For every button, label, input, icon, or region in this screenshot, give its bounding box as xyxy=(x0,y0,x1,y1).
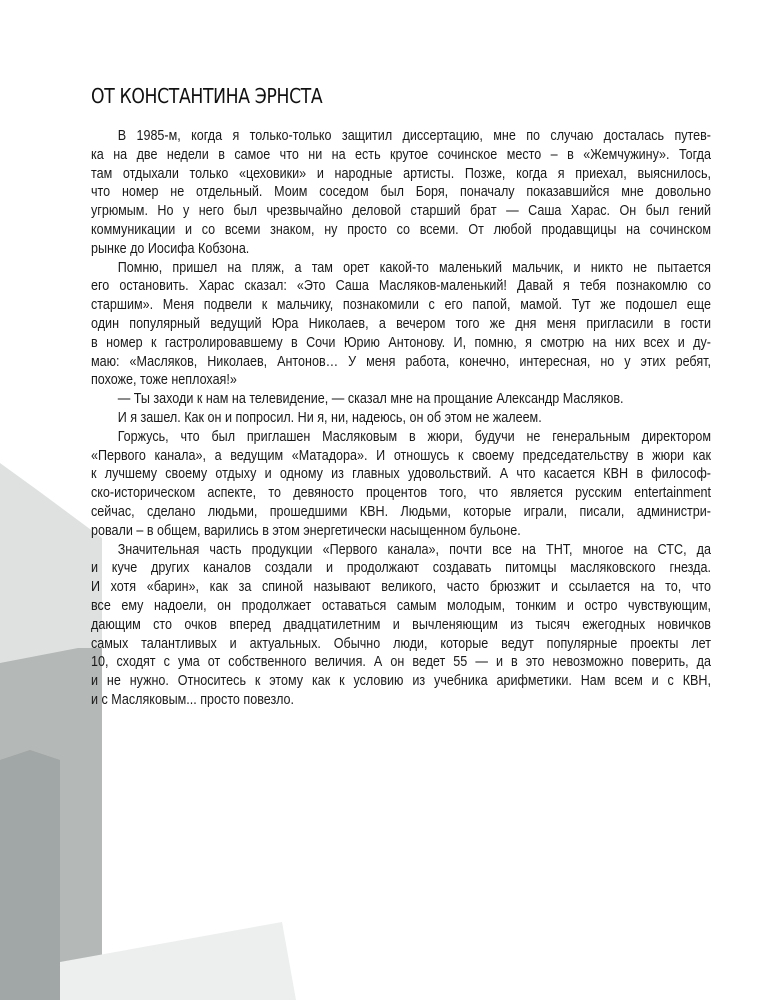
text-line: похоже, тоже неплохая!» xyxy=(91,372,237,389)
text-line: там отдыхали только «цеховики» и народные артисты. Позже, когда я приехал, выяснилось, xyxy=(91,165,711,182)
text-line: дающим сто очков вперед двадцатилетним и вычленяющим из тысяч ежегодных новичков xyxy=(91,616,711,633)
text-line: ка на две недели в самое что ни на есть крутое сочинское место – в «Жемчужину». Тогда xyxy=(91,146,711,163)
text-line: что номер не отдельный. Моим соседом был Боря, поначалу показавшийся мне довольно xyxy=(91,184,711,201)
page-title: ОТ КОНСТАНТИНА ЭРНСТА xyxy=(91,84,323,108)
text-line: самых талантливых и актуальных. Обычно люди, которые ведут популярные проекты лет xyxy=(91,635,711,652)
deco-shape-dark xyxy=(0,750,60,1000)
text-line: и с Масляковым... просто повезло. xyxy=(91,691,295,708)
article-body xyxy=(91,127,711,710)
text-line: И я зашел. Как он и попросил. Ни я, ни, надеюсь, он об этом не жалеем. xyxy=(117,409,542,426)
text-line: угрюмым. Но у него был чрезвычайно деловой старший брат — Саша Харас. Он был гений xyxy=(91,203,711,220)
text-line: один популярный ведущий Юра Николаев, а вечером того же дня меня пригласили в гости xyxy=(91,315,711,332)
text-line: и куче других каналов создали и продолжают создавать питомцы масляковского гнезда. xyxy=(91,560,711,577)
text-line: его остановить. Харас сказал: «Это Саша Масляков-маленький! Давай я тебя познакомлю со xyxy=(91,278,711,295)
text-line: в номер к гастролировавшему в Сочи Юрию Антонову. И, помню, я смотрю на них всех и ду- xyxy=(91,334,711,351)
text-line: старшим». Меня подвели к мальчику, познакомили с его папой, мамой. Тут же подошел еще xyxy=(91,297,711,314)
text-line: и не нужно. Относитесь к этому как к условию из учебника арифметики. Нам всем и с КВН, xyxy=(91,673,711,690)
text-line: И хотя «барин», как за спиной называют великого, часто брюзжит и ссылается на то, что xyxy=(91,579,711,596)
text-line: рынке до Иосифа Кобзона. xyxy=(91,240,250,257)
text-line: Помню, пришел на пляж, а там орет какой-то маленький мальчик, и никто не пытается xyxy=(117,259,711,276)
text-line: ровали – в общем, варились в этом энергетически насыщенном бульоне. xyxy=(91,522,521,539)
text-line: «Первого канала», а ведущим «Матадора». И отношусь к своему председательству в жюри как xyxy=(91,447,711,464)
text-line: В 1985-м, когда я только-только защитил диссертацию, мне по случаю досталась путев- xyxy=(117,128,711,144)
text-line: все ему надоели, он продолжает оставаться самым молодым, тонким и остро чувствующим, xyxy=(91,597,711,614)
text-line: Значительная часть продукции «Первого канала», почти все на ТНТ, многое на СТС, да xyxy=(117,541,711,558)
text-line: сейчас, сделано людьми, прошедшими КВН. Людьми, которые играли, писали, администри- xyxy=(91,503,711,520)
text-line: ско-историческом аспекте, то девяносто процентов того, что является русским entertainment xyxy=(91,485,711,502)
text-line: к лучшему своему отдыху и одному из главных удовольствий. А что касается КВН в философ- xyxy=(91,466,711,483)
text-line: Горжусь, что был приглашен Масляковым в жюри, будучи не генеральным директором xyxy=(117,428,711,445)
text-line: маю: «Масляков, Николаев, Антонов… У меня работа, конечно, интересная, но у этих ребят, xyxy=(91,353,711,370)
text-line: коммуникации и со всеми знаком, ну просто со всеми. От любой продавщицы на сочинском xyxy=(91,221,711,238)
text-line: 10, сходят с ума от собственного величия. А он ведет 55 — и в это невозможно поверить, да xyxy=(91,654,711,671)
text-line: — Ты заходи к нам на телевидение, — сказал мне на прощание Александр Масляков. xyxy=(117,391,624,408)
